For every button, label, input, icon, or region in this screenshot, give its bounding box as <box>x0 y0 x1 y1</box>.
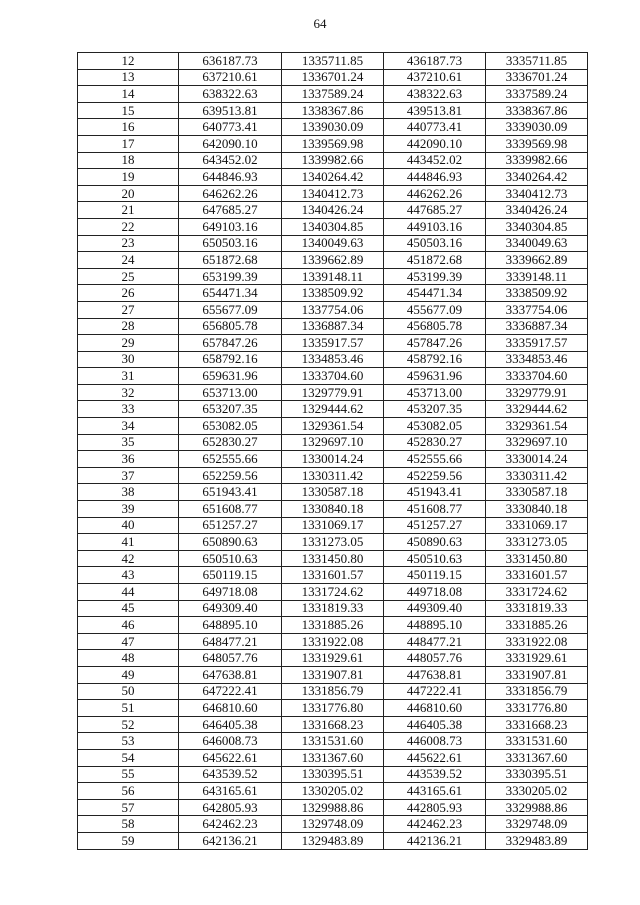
point-number-cell: 55 <box>78 766 179 783</box>
point-number-cell: 56 <box>78 783 179 800</box>
y-coord-cell: 1338509.92 <box>282 285 384 302</box>
table-row <box>78 600 588 617</box>
table-row <box>78 401 588 418</box>
table-row <box>78 567 588 584</box>
point-number-cell: 12 <box>78 53 179 70</box>
x2-coord-cell: 449718.08 <box>384 584 486 601</box>
y2-coord-cell: 3331601.57 <box>486 567 588 584</box>
y-coord-cell: 1331724.62 <box>282 584 384 601</box>
y-coord-cell: 1329697.10 <box>282 434 384 451</box>
x2-coord-cell: 446405.38 <box>384 716 486 733</box>
x2-coord-cell: 457847.26 <box>384 335 486 352</box>
x-coord-cell: 658792.16 <box>179 351 282 368</box>
y-coord-cell: 1331069.17 <box>282 517 384 534</box>
point-number-cell: 30 <box>78 351 179 368</box>
coordinates-table-body <box>78 53 588 850</box>
table-row <box>78 584 588 601</box>
table-row <box>78 169 588 186</box>
point-number-cell: 35 <box>78 434 179 451</box>
point-number-cell: 13 <box>78 69 179 86</box>
x2-coord-cell: 453082.05 <box>384 418 486 435</box>
point-number-cell: 25 <box>78 268 179 285</box>
table-row <box>78 351 588 368</box>
x-coord-cell: 643165.61 <box>179 783 282 800</box>
x2-coord-cell: 438322.63 <box>384 86 486 103</box>
table-row <box>78 467 588 484</box>
x2-coord-cell: 449103.16 <box>384 218 486 235</box>
y-coord-cell: 1329988.86 <box>282 799 384 816</box>
point-number-cell: 59 <box>78 832 179 849</box>
point-number-cell: 20 <box>78 185 179 202</box>
y2-coord-cell: 3340304.85 <box>486 218 588 235</box>
table-row <box>78 285 588 302</box>
table-row <box>78 517 588 534</box>
point-number-cell: 17 <box>78 135 179 152</box>
table-row <box>78 384 588 401</box>
y-coord-cell: 1331922.08 <box>282 633 384 650</box>
y2-coord-cell: 3335711.85 <box>486 53 588 70</box>
table-row <box>78 484 588 501</box>
y-coord-cell: 1339030.09 <box>282 119 384 136</box>
x-coord-cell: 655677.09 <box>179 301 282 318</box>
point-number-cell: 38 <box>78 484 179 501</box>
table-row <box>78 434 588 451</box>
x-coord-cell: 648477.21 <box>179 633 282 650</box>
y-coord-cell: 1331601.57 <box>282 567 384 584</box>
x-coord-cell: 653207.35 <box>179 401 282 418</box>
x-coord-cell: 646008.73 <box>179 733 282 750</box>
x2-coord-cell: 442136.21 <box>384 832 486 849</box>
table-row <box>78 268 588 285</box>
point-number-cell: 53 <box>78 733 179 750</box>
x2-coord-cell: 451257.27 <box>384 517 486 534</box>
x2-coord-cell: 448057.76 <box>384 650 486 667</box>
x-coord-cell: 650510.63 <box>179 550 282 567</box>
point-number-cell: 58 <box>78 816 179 833</box>
y-coord-cell: 1330311.42 <box>282 467 384 484</box>
point-number-cell: 32 <box>78 384 179 401</box>
table-row <box>78 368 588 385</box>
x2-coord-cell: 451608.77 <box>384 501 486 518</box>
y2-coord-cell: 3329779.91 <box>486 384 588 401</box>
y2-coord-cell: 3329748.09 <box>486 816 588 833</box>
table-row <box>78 451 588 468</box>
x2-coord-cell: 448895.10 <box>384 617 486 634</box>
y2-coord-cell: 3331776.80 <box>486 700 588 717</box>
table-row <box>78 733 588 750</box>
x-coord-cell: 642136.21 <box>179 832 282 849</box>
y-coord-cell: 1331819.33 <box>282 600 384 617</box>
x2-coord-cell: 454471.34 <box>384 285 486 302</box>
y2-coord-cell: 3334853.46 <box>486 351 588 368</box>
y2-coord-cell: 3339030.09 <box>486 119 588 136</box>
point-number-cell: 52 <box>78 716 179 733</box>
x2-coord-cell: 456805.78 <box>384 318 486 335</box>
y2-coord-cell: 3333704.60 <box>486 368 588 385</box>
point-number-cell: 33 <box>78 401 179 418</box>
x-coord-cell: 638322.63 <box>179 86 282 103</box>
table-row <box>78 716 588 733</box>
x-coord-cell: 647638.81 <box>179 666 282 683</box>
table-row <box>78 69 588 86</box>
x2-coord-cell: 450503.16 <box>384 235 486 252</box>
y-coord-cell: 1337754.06 <box>282 301 384 318</box>
point-number-cell: 42 <box>78 550 179 567</box>
x-coord-cell: 644846.93 <box>179 169 282 186</box>
y2-coord-cell: 3331724.62 <box>486 584 588 601</box>
table-row <box>78 783 588 800</box>
point-number-cell: 29 <box>78 335 179 352</box>
x-coord-cell: 643452.02 <box>179 152 282 169</box>
x-coord-cell: 636187.73 <box>179 53 282 70</box>
x2-coord-cell: 459631.96 <box>384 368 486 385</box>
y2-coord-cell: 3339148.11 <box>486 268 588 285</box>
y-coord-cell: 1330587.18 <box>282 484 384 501</box>
x-coord-cell: 645622.61 <box>179 749 282 766</box>
table-row <box>78 617 588 634</box>
y2-coord-cell: 3340264.42 <box>486 169 588 186</box>
y-coord-cell: 1335917.57 <box>282 335 384 352</box>
x2-coord-cell: 449309.40 <box>384 600 486 617</box>
x2-coord-cell: 452259.56 <box>384 467 486 484</box>
x2-coord-cell: 446810.60 <box>384 700 486 717</box>
x-coord-cell: 639513.81 <box>179 102 282 119</box>
y-coord-cell: 1340304.85 <box>282 218 384 235</box>
table-row <box>78 816 588 833</box>
x2-coord-cell: 453713.00 <box>384 384 486 401</box>
y2-coord-cell: 3330840.18 <box>486 501 588 518</box>
y-coord-cell: 1329779.91 <box>282 384 384 401</box>
x2-coord-cell: 447222.41 <box>384 683 486 700</box>
x2-coord-cell: 436187.73 <box>384 53 486 70</box>
y2-coord-cell: 3331907.81 <box>486 666 588 683</box>
x-coord-cell: 646262.26 <box>179 185 282 202</box>
y-coord-cell: 1339662.89 <box>282 252 384 269</box>
x2-coord-cell: 440773.41 <box>384 119 486 136</box>
point-number-cell: 57 <box>78 799 179 816</box>
x2-coord-cell: 447638.81 <box>384 666 486 683</box>
x-coord-cell: 637210.61 <box>179 69 282 86</box>
x2-coord-cell: 447685.27 <box>384 202 486 219</box>
x-coord-cell: 652259.56 <box>179 467 282 484</box>
x-coord-cell: 653199.39 <box>179 268 282 285</box>
y-coord-cell: 1339148.11 <box>282 268 384 285</box>
x2-coord-cell: 444846.93 <box>384 169 486 186</box>
y-coord-cell: 1338367.86 <box>282 102 384 119</box>
table-row <box>78 501 588 518</box>
y2-coord-cell: 3337754.06 <box>486 301 588 318</box>
table-row <box>78 700 588 717</box>
y-coord-cell: 1329748.09 <box>282 816 384 833</box>
point-number-cell: 44 <box>78 584 179 601</box>
y2-coord-cell: 3329988.86 <box>486 799 588 816</box>
x2-coord-cell: 450890.63 <box>384 534 486 551</box>
x2-coord-cell: 453199.39 <box>384 268 486 285</box>
x-coord-cell: 651257.27 <box>179 517 282 534</box>
x-coord-cell: 646405.38 <box>179 716 282 733</box>
point-number-cell: 40 <box>78 517 179 534</box>
y2-coord-cell: 3339982.66 <box>486 152 588 169</box>
point-number-cell: 26 <box>78 285 179 302</box>
y2-coord-cell: 3330205.02 <box>486 783 588 800</box>
table-row <box>78 235 588 252</box>
y2-coord-cell: 3331929.61 <box>486 650 588 667</box>
y-coord-cell: 1336701.24 <box>282 69 384 86</box>
table-row <box>78 119 588 136</box>
y2-coord-cell: 3331885.26 <box>486 617 588 634</box>
y-coord-cell: 1340426.24 <box>282 202 384 219</box>
point-number-cell: 31 <box>78 368 179 385</box>
y-coord-cell: 1331929.61 <box>282 650 384 667</box>
point-number-cell: 21 <box>78 202 179 219</box>
y-coord-cell: 1331367.60 <box>282 749 384 766</box>
table-row <box>78 766 588 783</box>
y-coord-cell: 1339569.98 <box>282 135 384 152</box>
table-row <box>78 666 588 683</box>
point-number-cell: 47 <box>78 633 179 650</box>
x2-coord-cell: 446008.73 <box>384 733 486 750</box>
y-coord-cell: 1340412.73 <box>282 185 384 202</box>
x2-coord-cell: 446262.26 <box>384 185 486 202</box>
x-coord-cell: 651872.68 <box>179 252 282 269</box>
x-coord-cell: 642090.10 <box>179 135 282 152</box>
table-row <box>78 252 588 269</box>
table-row <box>78 749 588 766</box>
point-number-cell: 16 <box>78 119 179 136</box>
x2-coord-cell: 443165.61 <box>384 783 486 800</box>
point-number-cell: 43 <box>78 567 179 584</box>
x2-coord-cell: 450510.63 <box>384 550 486 567</box>
x-coord-cell: 648895.10 <box>179 617 282 634</box>
table-row <box>78 799 588 816</box>
point-number-cell: 19 <box>78 169 179 186</box>
table-row <box>78 633 588 650</box>
y-coord-cell: 1336887.34 <box>282 318 384 335</box>
x-coord-cell: 647222.41 <box>179 683 282 700</box>
table-row <box>78 152 588 169</box>
y-coord-cell: 1333704.60 <box>282 368 384 385</box>
y-coord-cell: 1340049.63 <box>282 235 384 252</box>
table-row <box>78 301 588 318</box>
x-coord-cell: 649103.16 <box>179 218 282 235</box>
x2-coord-cell: 437210.61 <box>384 69 486 86</box>
x2-coord-cell: 445622.61 <box>384 749 486 766</box>
x-coord-cell: 650890.63 <box>179 534 282 551</box>
y2-coord-cell: 3338509.92 <box>486 285 588 302</box>
y2-coord-cell: 3331450.80 <box>486 550 588 567</box>
x-coord-cell: 651943.41 <box>179 484 282 501</box>
point-number-cell: 18 <box>78 152 179 169</box>
table-row <box>78 550 588 567</box>
x-coord-cell: 650503.16 <box>179 235 282 252</box>
y2-coord-cell: 3331273.05 <box>486 534 588 551</box>
y2-coord-cell: 3330587.18 <box>486 484 588 501</box>
x-coord-cell: 657847.26 <box>179 335 282 352</box>
y-coord-cell: 1339982.66 <box>282 152 384 169</box>
x-coord-cell: 652555.66 <box>179 451 282 468</box>
table-row <box>78 683 588 700</box>
x2-coord-cell: 455677.09 <box>384 301 486 318</box>
y-coord-cell: 1330205.02 <box>282 783 384 800</box>
point-number-cell: 45 <box>78 600 179 617</box>
y2-coord-cell: 3331922.08 <box>486 633 588 650</box>
table-row <box>78 86 588 103</box>
y2-coord-cell: 3339662.89 <box>486 252 588 269</box>
x2-coord-cell: 443539.52 <box>384 766 486 783</box>
x2-coord-cell: 451872.68 <box>384 252 486 269</box>
point-number-cell: 41 <box>78 534 179 551</box>
table-row <box>78 318 588 335</box>
table-row <box>78 650 588 667</box>
y-coord-cell: 1331273.05 <box>282 534 384 551</box>
y2-coord-cell: 3329697.10 <box>486 434 588 451</box>
x-coord-cell: 648057.76 <box>179 650 282 667</box>
y-coord-cell: 1331450.80 <box>282 550 384 567</box>
table-row <box>78 102 588 119</box>
x-coord-cell: 650119.15 <box>179 567 282 584</box>
y2-coord-cell: 3339569.98 <box>486 135 588 152</box>
x-coord-cell: 652830.27 <box>179 434 282 451</box>
y2-coord-cell: 3331856.79 <box>486 683 588 700</box>
x2-coord-cell: 452830.27 <box>384 434 486 451</box>
y-coord-cell: 1330014.24 <box>282 451 384 468</box>
y-coord-cell: 1331531.60 <box>282 733 384 750</box>
x-coord-cell: 642462.23 <box>179 816 282 833</box>
point-number-cell: 51 <box>78 700 179 717</box>
point-number-cell: 37 <box>78 467 179 484</box>
y2-coord-cell: 3338367.86 <box>486 102 588 119</box>
x2-coord-cell: 442462.23 <box>384 816 486 833</box>
y2-coord-cell: 3340412.73 <box>486 185 588 202</box>
y-coord-cell: 1331856.79 <box>282 683 384 700</box>
x-coord-cell: 659631.96 <box>179 368 282 385</box>
y2-coord-cell: 3336887.34 <box>486 318 588 335</box>
y-coord-cell: 1337589.24 <box>282 86 384 103</box>
y2-coord-cell: 3331069.17 <box>486 517 588 534</box>
y2-coord-cell: 3329361.54 <box>486 418 588 435</box>
y2-coord-cell: 3329444.62 <box>486 401 588 418</box>
y2-coord-cell: 3336701.24 <box>486 69 588 86</box>
table-row <box>78 135 588 152</box>
point-number-cell: 24 <box>78 252 179 269</box>
y2-coord-cell: 3331819.33 <box>486 600 588 617</box>
point-number-cell: 39 <box>78 501 179 518</box>
y2-coord-cell: 3340426.24 <box>486 202 588 219</box>
x-coord-cell: 653713.00 <box>179 384 282 401</box>
point-number-cell: 28 <box>78 318 179 335</box>
y-coord-cell: 1331907.81 <box>282 666 384 683</box>
x2-coord-cell: 442090.10 <box>384 135 486 152</box>
x2-coord-cell: 448477.21 <box>384 633 486 650</box>
point-number-cell: 54 <box>78 749 179 766</box>
y2-coord-cell: 3330311.42 <box>486 467 588 484</box>
y2-coord-cell: 3330395.51 <box>486 766 588 783</box>
x2-coord-cell: 439513.81 <box>384 102 486 119</box>
y2-coord-cell: 3337589.24 <box>486 86 588 103</box>
y2-coord-cell: 3329483.89 <box>486 832 588 849</box>
x-coord-cell: 653082.05 <box>179 418 282 435</box>
point-number-cell: 14 <box>78 86 179 103</box>
y-coord-cell: 1335711.85 <box>282 53 384 70</box>
x2-coord-cell: 458792.16 <box>384 351 486 368</box>
y-coord-cell: 1329483.89 <box>282 832 384 849</box>
page-number: 64 <box>313 16 327 31</box>
table-row <box>78 185 588 202</box>
y2-coord-cell: 3331367.60 <box>486 749 588 766</box>
y2-coord-cell: 3335917.57 <box>486 335 588 352</box>
table-row <box>78 418 588 435</box>
point-number-cell: 15 <box>78 102 179 119</box>
point-number-cell: 48 <box>78 650 179 667</box>
y-coord-cell: 1330840.18 <box>282 501 384 518</box>
point-number-cell: 27 <box>78 301 179 318</box>
y-coord-cell: 1331885.26 <box>282 617 384 634</box>
coordinates-table <box>77 52 588 850</box>
x2-coord-cell: 451943.41 <box>384 484 486 501</box>
x-coord-cell: 640773.41 <box>179 119 282 136</box>
point-number-cell: 49 <box>78 666 179 683</box>
x-coord-cell: 654471.34 <box>179 285 282 302</box>
x-coord-cell: 647685.27 <box>179 202 282 219</box>
x-coord-cell: 656805.78 <box>179 318 282 335</box>
y2-coord-cell: 3331531.60 <box>486 733 588 750</box>
x-coord-cell: 649309.40 <box>179 600 282 617</box>
x-coord-cell: 642805.93 <box>179 799 282 816</box>
x2-coord-cell: 453207.35 <box>384 401 486 418</box>
point-number-cell: 34 <box>78 418 179 435</box>
table-row <box>78 534 588 551</box>
y-coord-cell: 1329361.54 <box>282 418 384 435</box>
y-coord-cell: 1330395.51 <box>282 766 384 783</box>
x2-coord-cell: 442805.93 <box>384 799 486 816</box>
table-row <box>78 335 588 352</box>
table-row <box>78 832 588 849</box>
y-coord-cell: 1340264.42 <box>282 169 384 186</box>
y2-coord-cell: 3331668.23 <box>486 716 588 733</box>
y-coord-cell: 1329444.62 <box>282 401 384 418</box>
table-row <box>78 218 588 235</box>
point-number-cell: 46 <box>78 617 179 634</box>
y2-coord-cell: 3330014.24 <box>486 451 588 468</box>
point-number-cell: 36 <box>78 451 179 468</box>
y-coord-cell: 1331668.23 <box>282 716 384 733</box>
x-coord-cell: 651608.77 <box>179 501 282 518</box>
x-coord-cell: 649718.08 <box>179 584 282 601</box>
point-number-cell: 23 <box>78 235 179 252</box>
x-coord-cell: 643539.52 <box>179 766 282 783</box>
x2-coord-cell: 443452.02 <box>384 152 486 169</box>
point-number-cell: 50 <box>78 683 179 700</box>
table-row <box>78 202 588 219</box>
y-coord-cell: 1334853.46 <box>282 351 384 368</box>
x2-coord-cell: 452555.66 <box>384 451 486 468</box>
x-coord-cell: 646810.60 <box>179 700 282 717</box>
x2-coord-cell: 450119.15 <box>384 567 486 584</box>
y2-coord-cell: 3340049.63 <box>486 235 588 252</box>
y-coord-cell: 1331776.80 <box>282 700 384 717</box>
point-number-cell: 22 <box>78 218 179 235</box>
table-row <box>78 53 588 70</box>
